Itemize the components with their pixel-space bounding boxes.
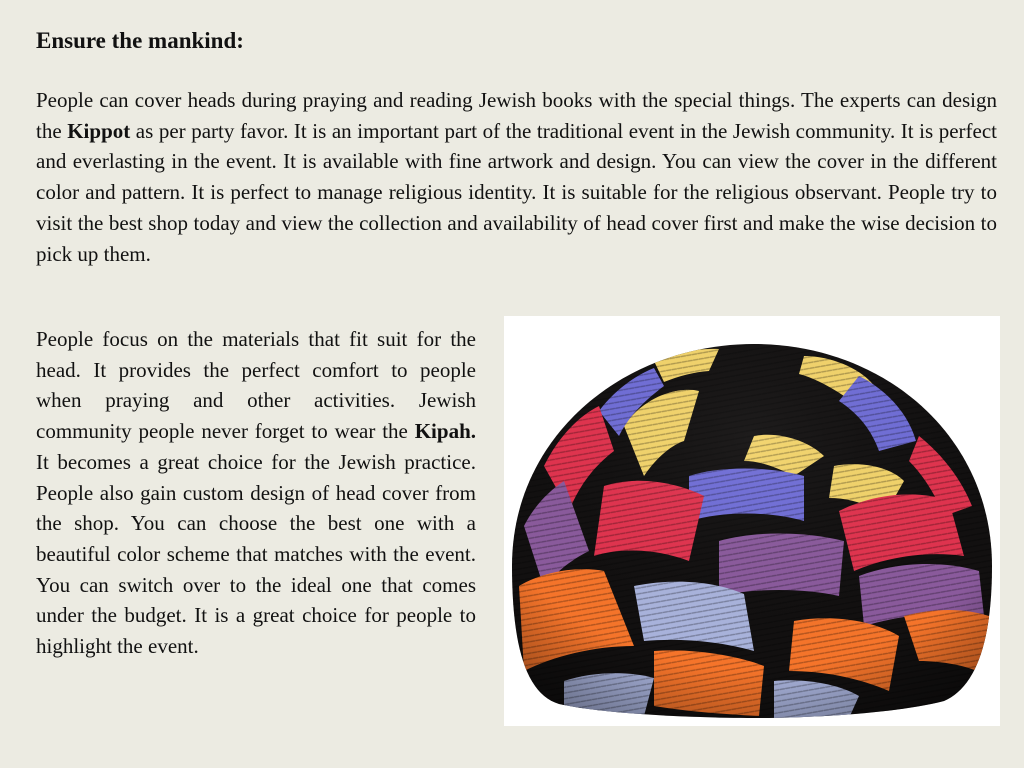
intro-text-start: People can cover heads during praying and reading Jewish books with the special things. The experts can design the <box>36 88 997 143</box>
kippot-term: Kippot <box>67 118 131 143</box>
materials-text-end: It becomes a great choice for the Jewish practice. People also gain custom design of head cover from the shop. You can choose the best one with a beautiful color scheme that matches with the event. You can switch over to the ideal one that comes under the budget. It is a great choice for people to highlight the event. <box>36 449 476 659</box>
kippah-cap <box>504 316 1000 726</box>
slide-title: Ensure the mankind: <box>36 28 244 53</box>
intro-paragraph <box>36 85 997 269</box>
crocheted-kippah-image <box>504 316 1000 726</box>
materials-text-start: People focus on the materials that fit suit for the head. It provides the perfect comfort to people when praying and other activities. Jewish community people never forget to wear the <box>36 327 476 444</box>
kippah-image-frame <box>504 316 1000 726</box>
intro-text-end: as per party favor. It is an important part of the traditional event in the Jewish community. It is perfect and everlasting in the event. It is available with fine artwork and design. You can view the cover in the different color and pattern. It is perfect to manage religious identity. It is suitable for the religious observant. People try to visit the best shop today and view the collection and availability of head cover first and make the wise decision to pick up them. <box>36 118 997 266</box>
materials-paragraph <box>36 324 476 662</box>
kipah-term: Kipah. <box>414 419 476 444</box>
